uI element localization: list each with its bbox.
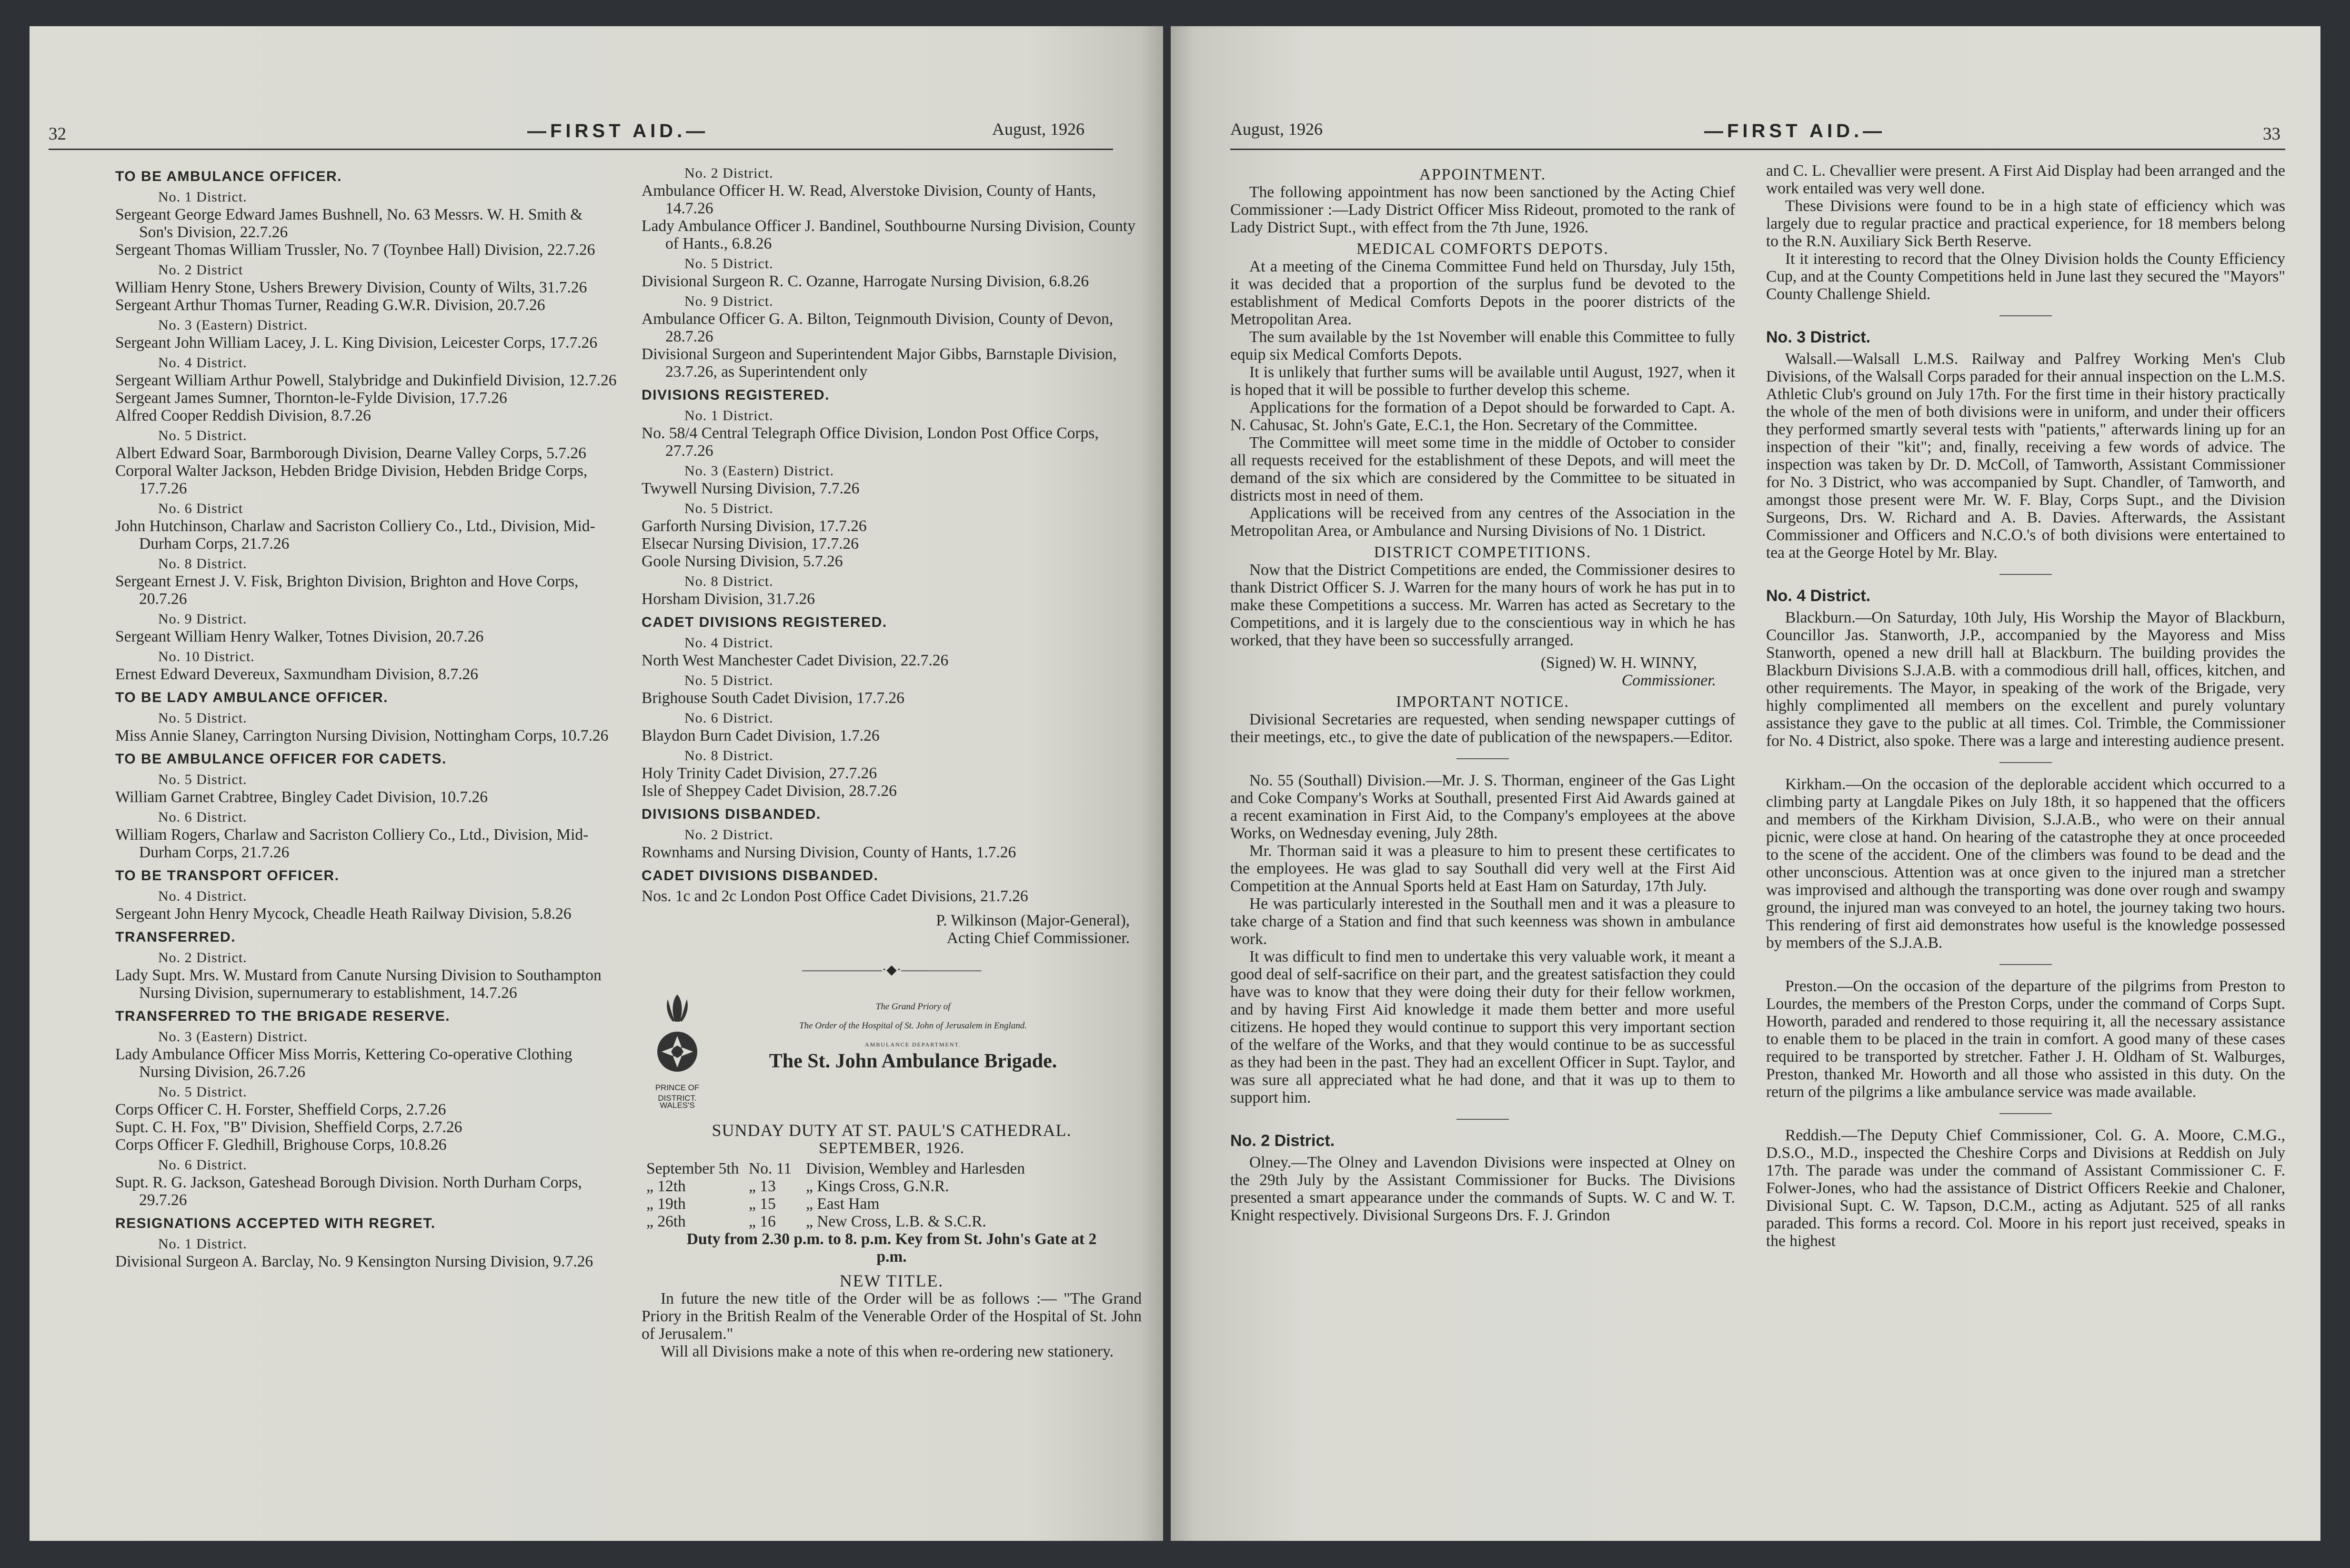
- duty-date: „ 19th: [646, 1195, 686, 1213]
- district-label: No. 8 District.: [684, 573, 773, 589]
- left-page: [30, 26, 1163, 1541]
- section-divider: [1456, 1119, 1509, 1120]
- notice-entry: William Rogers, Charlaw and Sacriston Colliery Co., Ltd., Division, Mid-Durham Corps, 21.7.26: [115, 826, 589, 861]
- district-label: No. 5 District.: [158, 772, 247, 787]
- district-label: No. 6 District.: [684, 710, 773, 726]
- sunday-duty-title: SUNDAY DUTY AT ST. PAUL'S CATHEDRAL.: [712, 1121, 1072, 1140]
- issue-date: August, 1926: [992, 120, 1085, 139]
- notice-entry: Isle of Sheppey Cadet Division, 28.7.26: [642, 782, 897, 800]
- page-number: 33: [2263, 124, 2280, 144]
- notice-entry: William Henry Stone, Ushers Brewery Division, County of Wilts, 31.7.26: [115, 279, 587, 296]
- section-heading: TRANSFERRED TO THE BRIGADE RESERVE.: [115, 1008, 451, 1024]
- issue-date: August, 1926: [1230, 120, 1323, 139]
- notice-entry: Lady Supt. Mrs. W. Mustard from Canute Nursing Division to Southampton Nursing Division, supernumerary to establishment, 14.7.26: [115, 966, 602, 1002]
- notice-entry: North West Manchester Cadet Division, 22.7.26: [642, 652, 949, 669]
- article-paragraph: He was particularly interested in the Southall men and it was a pleasure to take charge of a Station and find that such keenness was shown in ambulance work.: [1230, 895, 1735, 948]
- article-paragraph: Walsall.—Walsall L.M.S. Railway and Palfrey Working Men's Club Divisions, of the Walsall Corps paraded for their annual inspection on the L.M.S. Athletic Club's ground on July 17th. For the first time in their history practically the whole of the men of both divisions were in uniform, and under their officers they performed smartly several tests with "patients," afterwards lining up for an inspection of their "kit"; and, finally, receiving a few words of advice. The inspection was taken by Dr. D. McColl, of Tamworth, Assistant Commissioner for No. 3 District, who was accompanied by Supt. Chandler, of Tamworth, and amongst those present were Mr. W. F. Blay, Corps Supt., and the Division Surgeons, Drs. W. Richard and A. B. Davies. Afterwards, the Assistant Commissioner and Officers and N.C.O.'s of both divisions were entertained to tea at the George Hotel by Mr. Blay.: [1766, 350, 2285, 562]
- article-paragraph: Now that the District Competitions are ended, the Commissioner desires to thank District Officer S. J. Warren for the many hours of work he has put in to make these Competitions a success. Mr. Warren has acted as Secretary to the Competitions, and it is largely due to the conscientious way in which he has worked, that they have been so successfully arranged.: [1230, 561, 1735, 649]
- district-label: No. 1 District.: [158, 1236, 247, 1252]
- page-number: 32: [49, 124, 66, 144]
- notice-entry: Divisional Surgeon A. Barclay, No. 9 Kensington Nursing Division, 9.7.26: [115, 1253, 593, 1270]
- left-header: [49, 98, 1113, 150]
- notice-entry: Garforth Nursing Division, 17.7.26: [642, 517, 867, 535]
- notice-entry: Twywell Nursing Division, 7.7.26: [642, 480, 860, 497]
- article-paragraph: It was difficult to find men to undertake this very valuable work, it meant a good deal of self-sacrifice on their part, and the greatest satisfaction they could have was to know that they were doing their duty for their fellow workmen, and by having First Aid knowledge it made them better and more useful citizens. He hoped they would continue to support this very important section of the welfare of the Works, and that they would continue to be as successful as they had been in the past. They had an excellent Officer in Supt. Taylor, and was sure all appreciated what he had done, and that it was up to them to support him.: [1230, 948, 1735, 1106]
- article-paragraph: It is unlikely that further sums will be available until August, 1927, when it is hoped that it will be possible to further develop this scheme.: [1230, 363, 1735, 399]
- section-heading: TO BE TRANSPORT OFFICER.: [115, 868, 340, 884]
- district-label: No. 5 District.: [158, 1084, 247, 1100]
- duty-division-name: „ East Ham: [806, 1195, 880, 1213]
- notice-entry: Sergeant William Henry Walker, Totnes Division, 20.7.26: [115, 628, 484, 645]
- notice-entry: Supt. C. H. Fox, "B" Division, Sheffield Corps, 2.7.26: [115, 1118, 462, 1136]
- article-heading: DISTRICT COMPETITIONS.: [1374, 543, 1592, 561]
- district-label: No. 3 (Eastern) District.: [684, 463, 834, 479]
- notice-entry: Sergeant John William Lacey, J. L. King Division, Leicester Corps, 17.7.26: [115, 334, 598, 352]
- article-paragraph: Divisional Secretaries are requested, when sending newspaper cuttings of their meetings, etc., to give the date of publication of the newspapers.—Editor.: [1230, 711, 1735, 746]
- district-label: No. 3 (Eastern) District.: [158, 1029, 308, 1045]
- section-divider: [1999, 964, 2052, 965]
- header-rule: [49, 149, 1113, 150]
- notice-entry: Goole Nursing Division, 5.7.26: [642, 553, 843, 570]
- article-paragraph: and C. L. Chevallier were present. A First Aid Display had been arranged and the work entailed was very well done.: [1766, 162, 2285, 197]
- section-divider: [1456, 758, 1509, 759]
- district-label: No. 5 District.: [158, 710, 247, 726]
- notice-entry: Alfred Cooper Reddish Division, 8.7.26: [115, 407, 371, 424]
- duty-row: [642, 1177, 1142, 1195]
- district-label: No. 2 District.: [684, 827, 773, 843]
- notice-entry: Ambulance Officer H. W. Read, Alverstoke Division, County of Hants, 14.7.26: [642, 182, 1096, 217]
- signature-line: (Signed) W. H. WINNY,: [1540, 654, 1697, 672]
- article-paragraph: The Committee will meet some time in the middle of October to consider all requests received for the establishment of these Depots, and will meet the demand of the six which are considered by the Committee to be situated in districts most in need of them.: [1230, 434, 1735, 504]
- right-page: [1171, 26, 2320, 1541]
- notice-entry: Horsham Division, 31.7.26: [642, 590, 815, 608]
- sunday-duty-table: [642, 1160, 1142, 1230]
- district-label: No. 1 District.: [158, 189, 247, 205]
- district-label: No. 9 District.: [158, 611, 247, 627]
- logo-line-4: The St. John Ambulance Brigade.: [769, 1050, 1057, 1072]
- notice-entry: Supt. R. G. Jackson, Gateshead Borough Division. North Durham Corps, 29.7.26: [115, 1174, 582, 1209]
- district-label: No. 4 District.: [158, 888, 247, 904]
- notice-entry: Corps Officer F. Gledhill, Brighouse Corps, 10.8.26: [115, 1136, 447, 1154]
- duty-division-name: „ New Cross, L.B. & S.C.R.: [806, 1213, 986, 1230]
- duty-date: „ 26th: [646, 1213, 686, 1230]
- left-column-1: [115, 162, 620, 1270]
- right-header: [1230, 98, 2285, 150]
- new-title-heading: NEW TITLE.: [839, 1271, 944, 1290]
- district-label: No. 2 District.: [684, 165, 773, 181]
- article-paragraph: Kirkham.—On the occasion of the deplorable accident which occurred to a climbing party at Langdale Pikes on July 18th, it so happened that the officers and members of the Kirkham Division, S.J.A.B., who were on their annual picnic, were close at hand. On hearing of the catastrophe they at once proceeded to the scene of the accident. One of the climbers was found to be dead and the other unconscious. Attention was at once given to the injured man a stretcher was improvised and although the transporting was done over rough and swampy ground, the injured man was conveyed to an hotel, the journey taking two hours. This rendering of first aid demonstrates how useful is the knowledge possessed by members of the S.J.A.B.: [1766, 775, 2285, 952]
- notice-entry: Albert Edward Soar, Barmborough Division, Dearne Valley Corps, 5.7.26: [115, 444, 586, 462]
- district-subheading: No. 3 District.: [1766, 328, 1871, 346]
- duty-row: [642, 1195, 1142, 1213]
- district-label: No. 8 District.: [158, 556, 247, 572]
- duty-division-number: No. 11: [749, 1160, 792, 1177]
- right-column-2: [1766, 162, 2285, 1250]
- new-title-paragraph-1: In future the new title of the Order will be as follows :— "The Grand Priory in the British Realm of the Venerable Order of the Hospital of St. John of Jerusalem.": [642, 1290, 1142, 1343]
- district-label: No. 6 District.: [158, 809, 247, 825]
- new-title-paragraph-2: Will all Divisions make a note of this when re-ordering new stationery.: [661, 1343, 1114, 1360]
- notice-entry: No. 58/4 Central Telegraph Office Division, London Post Office Corps, 27.7.26: [642, 424, 1099, 460]
- section-heading: TO BE AMBULANCE OFFICER.: [115, 169, 342, 184]
- article-paragraph: No. 55 (Southall) Division.—Mr. J. S. Thorman, engineer of the Gas Light and Coke Company's Works at Southall, presented First Aid Awards gained at a recent examination in First Aid, to the Company's employees at the above Works, on Wednesday evening, July 28th.: [1230, 772, 1735, 842]
- district-label: No. 4 District.: [158, 355, 247, 371]
- notice-entry: Divisional Surgeon and Superintendent Major Gibbs, Barnstaple Division, 23.7.26, as Superintendent only: [642, 345, 1117, 381]
- article-heading: APPOINTMENT.: [1419, 166, 1547, 183]
- notice-entry: Ernest Edward Devereux, Saxmundham Division, 8.7.26: [115, 665, 478, 683]
- duty-date: „ 12th: [646, 1177, 686, 1195]
- signature-name: P. Wilkinson (Major-General),: [936, 912, 1130, 929]
- left-column-2-notices: [642, 164, 1142, 905]
- notice-entry: Sergeant William Arthur Powell, Stalybridge and Dukinfield Division, 12.7.26: [115, 372, 617, 389]
- duty-date: September 5th: [646, 1160, 739, 1177]
- duty-row: [642, 1213, 1142, 1230]
- logo-caption-2: DISTRICT.: [658, 1094, 697, 1103]
- section-heading: CADET DIVISIONS DISBANDED.: [642, 868, 879, 884]
- brigade-logo-block: [642, 988, 1142, 1110]
- signature-title: Acting Chief Commissioner.: [946, 929, 1130, 947]
- district-label: No. 3 (Eastern) District.: [158, 317, 308, 333]
- district-label: No. 5 District.: [684, 256, 773, 271]
- st-john-cross-icon: [656, 1030, 699, 1073]
- notice-entry: Sergeant Thomas William Trussler, No. 7 (Toynbee Hall) Division, 22.7.26: [115, 241, 595, 259]
- signature-title: Commissioner.: [1621, 672, 1716, 689]
- district-label: No. 4 District.: [684, 635, 773, 651]
- notice-entry: Divisional Surgeon R. C. Ozanne, Harrogate Nursing Division, 6.8.26: [642, 272, 1089, 290]
- district-label: No. 2 District: [158, 262, 243, 278]
- section-divider: [1999, 762, 2052, 763]
- district-label: No. 8 District.: [684, 748, 773, 764]
- section-heading: RESIGNATIONS ACCEPTED WITH REGRET.: [115, 1216, 436, 1231]
- duty-division-number: „ 15: [749, 1195, 776, 1213]
- section-divider: [1999, 1113, 2052, 1114]
- logo-caption-1: PRINCE OF WALES'S: [655, 1083, 700, 1110]
- logo-line-1: The Grand Priory of: [875, 1002, 951, 1012]
- section-divider: [1999, 315, 2052, 316]
- section-heading: TRANSFERRED.: [115, 929, 236, 945]
- article-heading: IMPORTANT NOTICE.: [1396, 693, 1569, 711]
- duty-division-name: „ Kings Cross, G.N.R.: [806, 1177, 949, 1195]
- notice-entry: Sergeant Arthur Thomas Turner, Reading G.W.R. Division, 20.7.26: [115, 296, 545, 314]
- notice-entry: Nos. 1c and 2c London Post Office Cadet Divisions, 21.7.26: [642, 887, 1028, 905]
- notice-entry: Ambulance Officer G. A. Bilton, Teignmouth Division, County of Devon, 28.7.26: [642, 310, 1114, 345]
- notice-entry: Miss Annie Slaney, Carrington Nursing Division, Nottingham Corps, 10.7.26: [115, 727, 609, 744]
- duty-row: [642, 1160, 1142, 1177]
- notice-entry: Elsecar Nursing Division, 17.7.26: [642, 535, 859, 553]
- section-heading: DIVISIONS DISBANDED.: [642, 806, 821, 822]
- article-paragraph: These Divisions were found to be in a high state of efficiency which was largely due to regular practice and practical experience, for 18 members belong to the R.N. Auxiliary Sick Berth Reserve.: [1766, 197, 2285, 250]
- district-label: No. 6 District: [158, 501, 243, 516]
- notice-entry: Sergeant John Henry Mycock, Cheadle Heath Railway Division, 5.8.26: [115, 905, 572, 923]
- left-column-2: [642, 162, 1142, 1360]
- header-rule: [1230, 149, 2285, 150]
- article-paragraph: Applications will be received from any centres of the Association in the Metropolitan Area, or Ambulance and Nursing Divisions of No. 1 District.: [1230, 504, 1735, 540]
- notice-entry: Blaydon Burn Cadet Division, 1.7.26: [642, 727, 880, 744]
- district-label: No. 10 District.: [158, 649, 255, 664]
- notice-entry: Lady Ambulance Officer Miss Morris, Kettering Co-operative Clothing Nursing Division, 26.7.26: [115, 1045, 572, 1081]
- notice-entry: Sergeant James Sumner, Thornton-le-Fylde Division, 17.7.26: [115, 389, 507, 407]
- district-label: No. 9 District.: [684, 293, 773, 309]
- section-heading: TO BE AMBULANCE OFFICER FOR CADETS.: [115, 751, 447, 767]
- article-paragraph: Preston.—On the occasion of the departure of the pilgrims from Preston to Lourdes, the members of the Preston Corps, under the command of Corps Supt. Howorth, paraded and rendered to those requiring it, all the necessary assistance to enable them to be placed in the train in comfort. A good many of these cases required to be transported by stretcher. Father J. H. Oldham of St. Walburges, Preston, thanked Mr. Howorth and all those who assisted in this duty. On the return of the pilgrims a like ambulance service was made available.: [1766, 977, 2285, 1101]
- notice-entry: John Hutchinson, Charlaw and Sacriston Colliery Co., Ltd., Division, Mid-Durham Corps, 21.7.26: [115, 517, 595, 553]
- notice-entry: Corps Officer C. H. Forster, Sheffield Corps, 2.7.26: [115, 1101, 446, 1118]
- article-paragraph: The following appointment has now been sanctioned by the Acting Chief Commissioner :—Lady District Officer Miss Rideout, promoted to the rank of Lady District Supt., with effect from the 7th June, 1926.: [1230, 183, 1735, 236]
- masthead: —FIRST AID.—: [527, 121, 709, 141]
- article-paragraph: At a meeting of the Cinema Committee Fund held on Thursday, July 15th, it was decided that a proportion of the surplus fund be devoted to the establishment of Medical Comforts Depots in the poorer districts of the Metropolitan Area.: [1230, 258, 1735, 328]
- article-paragraph: Reddish.—The Deputy Chief Commissioner, Col. G. A. Moore, C.M.G., D.S.O., M.D., inspected the Cheshire Corps and Divisions at Reddish on July 17th. The parade was under the command of Assistant Commissioner C. F. Folwer-Jones, who had the assistance of District Officers Reekie and Chaloner, Divisional Supt. C. W. Tapson, D.C.M., acting as Adjutant. 525 of all ranks paraded. This forms a record. Col. Moore in his report just received, speaks in the highest: [1766, 1126, 2285, 1250]
- district-subheading: No. 4 District.: [1766, 587, 1871, 605]
- prince-of-wales-feathers-icon: [661, 992, 694, 1025]
- notice-entry: Holy Trinity Cadet Division, 27.7.26: [642, 764, 877, 782]
- notice-entry: Sergeant Ernest J. V. Fisk, Brighton Division, Brighton and Hove Corps, 20.7.26: [115, 573, 579, 608]
- section-heading: CADET DIVISIONS REGISTERED.: [642, 614, 887, 630]
- logo-line-3: AMBULANCE DEPARTMENT.: [865, 1041, 961, 1048]
- article-paragraph: The sum available by the 1st November will enable this Committee to fully equip six Medical Comforts Depots.: [1230, 328, 1735, 363]
- notice-entry: Sergeant George Edward James Bushnell, No. 63 Messrs. W. H. Smith & Son's Division, 22.7.26: [115, 206, 583, 241]
- sunday-duty-subtitle: SEPTEMBER, 1926.: [819, 1139, 964, 1157]
- sunday-duty-note: Duty from 2.30 p.m. to 8. p.m. Key from St. John's Gate at 2 p.m.: [686, 1230, 1097, 1266]
- new-title-section: [642, 1272, 1142, 1360]
- district-label: No. 5 District.: [158, 428, 247, 443]
- notice-entry: Rownhams and Nursing Division, County of Hants, 1.7.26: [642, 844, 1016, 861]
- duty-division-number: „ 13: [749, 1177, 776, 1195]
- article-paragraph: Mr. Thorman said it was a pleasure to him to present these certificates to the employees. He was glad to say Southall did very well at the First Aid Competition at the Annual Sports held at East Ham on Saturday, 17th July.: [1230, 842, 1735, 895]
- article-paragraph: Applications for the formation of a Depot should be forwarded to Capt. A. N. Cahusac, St. John's Gate, E.C.1, the Hon. Secretary of the Committee.: [1230, 399, 1735, 434]
- section-heading: TO BE LADY AMBULANCE OFFICER.: [115, 690, 388, 705]
- notice-entry: Corporal Walter Jackson, Hebden Bridge Division, Hebden Bridge Corps, 17.7.26: [115, 462, 588, 497]
- article-paragraph: It it interesting to record that the Olney Division holds the County Efficiency Cup, and at the County Competitions held in June last they secured the "Mayors" County Challenge Shield.: [1766, 250, 2285, 303]
- duty-division-name: Division, Wembley and Harlesden: [806, 1160, 1025, 1177]
- duty-division-number: „ 16: [749, 1213, 776, 1230]
- section-divider: [1999, 574, 2052, 575]
- section-heading: DIVISIONS REGISTERED.: [642, 387, 830, 403]
- ornament-divider: ——————·◆·——————: [802, 963, 982, 977]
- article-paragraph: Olney.—The Olney and Lavendon Divisions were inspected at Olney on the 29th July by the Assistant Commissioner for Bucks. The Divisions presented a smart appearance under the commands of Supts. W. C and W. T. Knight respectively. Divisional Surgeons Drs. F. J. Grindon: [1230, 1154, 1735, 1224]
- notice-entry: Brighouse South Cadet Division, 17.7.26: [642, 689, 904, 707]
- notice-entry: William Garnet Crabtree, Bingley Cadet Division, 10.7.26: [115, 788, 488, 806]
- district-subheading: No. 2 District.: [1230, 1132, 1335, 1150]
- article-heading: MEDICAL COMFORTS DEPOTS.: [1356, 240, 1609, 258]
- logo-line-2: The Order of the Hospital of St. John of Jerusalem in England.: [799, 1021, 1027, 1031]
- right-column-1: [1230, 162, 1735, 1224]
- sunday-duty-section: [642, 1122, 1142, 1266]
- masthead: —FIRST AID.—: [1704, 121, 1886, 141]
- district-label: No. 6 District.: [158, 1157, 247, 1173]
- district-label: No. 2 District.: [158, 950, 247, 965]
- article-paragraph: Blackburn.—On Saturday, 10th July, His Worship the Mayor of Blackburn, Councillor Jas. Stanworth, J.P., accompanied by the Mayoress and Miss Stanworth, opened a new drill hall at Blackburn. The building provides the Blackburn Divisions S.J.A.B. with a commodious drill hall, offices, kitchen, and other requirements. The Mayor, in speaking of the work of the Brigade, very highly complimented all members on the excellent and purely voluntary assistance they gave to the public at all times. Col. Trimble, the Commissioner for No. 4 District, also spoke. There was a large and interesting audience present.: [1766, 609, 2285, 750]
- district-label: No. 5 District.: [684, 673, 773, 688]
- district-label: No. 1 District.: [684, 408, 773, 423]
- district-label: No. 5 District.: [684, 501, 773, 516]
- notice-entry: Lady Ambulance Officer J. Bandinel, Southbourne Nursing Division, County of Hants., 6.8.26: [642, 217, 1135, 252]
